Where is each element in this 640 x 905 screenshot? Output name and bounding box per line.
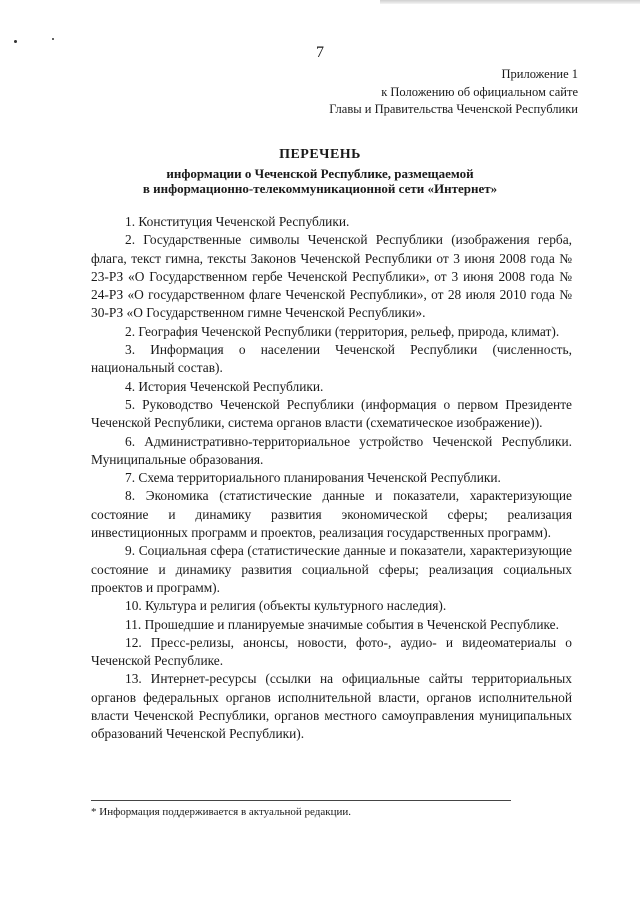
appendix-note xyxy=(329,66,578,118)
scan-speck xyxy=(14,40,17,43)
appendix-line: Главы и Правительства Чеченской Республики xyxy=(329,102,578,116)
information-list xyxy=(91,213,572,744)
list-item: 8. Экономика (статистические данные и показатели, характеризующие состояние и динамику развития экономической сферы; реализация инвестиционных программ и проектов, реализация государственных программ). xyxy=(91,488,572,541)
list-item: 12. Пресс-релизы, анонсы, новости, фото-, аудио- и видеоматериалы о Чеченской Республике. xyxy=(91,634,572,669)
scan-edge xyxy=(380,0,640,4)
list-item: 13. Интернет-ресурсы (ссылки на официальные сайты территориальных органов федеральных органов исполнительной власти, органов исполнительной власти Чеченской Республики, органов местного самоуправления муниципальных образований Чеченской Республики). xyxy=(91,671,572,742)
scan-speck xyxy=(52,38,54,40)
list-item: 5. Руководство Чеченской Республики (информация о первом Президенте Чеченской Республики, система органов власти (схематическое изображение)). xyxy=(91,396,572,431)
document-title: ПЕРЕЧЕНЬ xyxy=(279,147,361,162)
appendix-line: к Положению об официальном сайте xyxy=(381,85,578,99)
subtitle-line: информации о Чеченской Республике, размещаемой xyxy=(166,166,474,181)
list-item: 4. История Чеченской Республики. xyxy=(125,378,324,394)
list-item: 7. Схема территориального планирования Чеченской Республики. xyxy=(125,470,501,486)
footnote: * Информация поддерживается в актуальной редакции. xyxy=(91,806,351,818)
appendix-line: Приложение 1 xyxy=(501,67,578,81)
subtitle-line: в информационно-телекоммуникационной сети «Интернет» xyxy=(142,181,498,196)
list-item: 11. Прошедшие и планируемые значимые события в Чеченской Республике. xyxy=(125,616,559,632)
list-item: 6. Административно-территориальное устройство Чеченской Республики. Муниципальные образования. xyxy=(91,433,572,467)
list-item: 2. География Чеченской Республики (территория, рельеф, природа, климат). xyxy=(125,323,560,339)
list-item: 9. Социальная сфера (статистические данные и показатели, характеризующие состояние и динамику развития социальной сферы; реализация социальных проектов и программ). xyxy=(91,543,572,595)
list-item: 10. Культура и религия (объекты культурного наследия). xyxy=(125,598,447,614)
page-number: 7 xyxy=(316,44,324,61)
footnote-divider xyxy=(91,800,511,801)
list-item: 3. Информация о населении Чеченской Республики (численность, национальный состав). xyxy=(91,342,572,376)
list-item: 1. Конституция Чеченской Республики. xyxy=(125,214,350,229)
document-subtitle xyxy=(0,166,640,196)
list-item: 2. Государственные символы Чеченской Республики (изображения герба, флага, текст гимна, тексты Законов Чеченской Республики от 3 июня 2008 года № 23-РЗ «О Государственном гербе Чеченской Республики», от 3 июня 2008 года № 24-РЗ «О государственном флаге Чеченской Республики», от 28 июля 2010 года № 30-РЗ «О Государственном гимне Чеченской Республики». xyxy=(91,232,572,321)
